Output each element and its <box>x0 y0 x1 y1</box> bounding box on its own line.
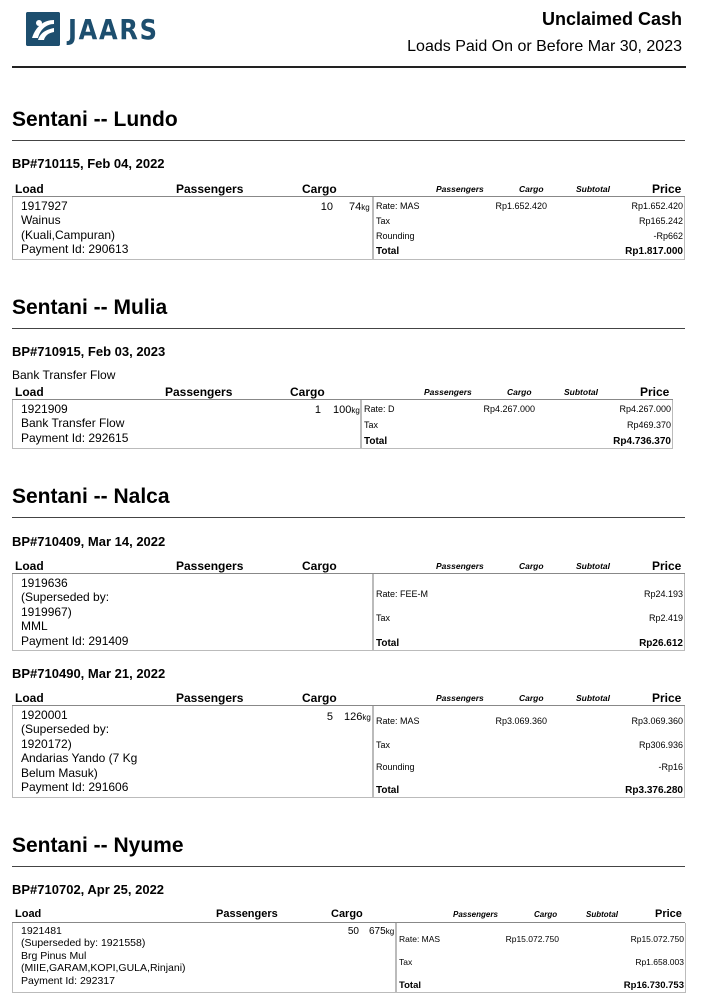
price-row <box>373 589 685 603</box>
total-row <box>373 638 685 652</box>
row-price: Rp1.658.003 <box>635 957 684 967</box>
row-label: Rate: MAS <box>376 716 420 726</box>
cargo-weight: 74kg <box>349 201 370 213</box>
col-cargo: Cargo <box>302 691 337 705</box>
jaars-logo <box>26 12 173 46</box>
col-subtotal-small: Subtotal <box>564 387 598 397</box>
price-row <box>373 740 685 754</box>
price-row <box>361 420 673 434</box>
row-label: Rate: FEE-M <box>376 589 429 599</box>
row-subtotal: Rp1.652.420 <box>495 201 547 211</box>
price-row <box>396 934 686 948</box>
row-price: Rp2.419 <box>648 613 683 623</box>
col-price: Price <box>640 385 670 399</box>
load-line: 1919636 <box>21 576 68 590</box>
load-line: Payment Id: 292615 <box>21 430 129 445</box>
cargo-weight: 675kg <box>369 926 395 937</box>
row-label: Rate: D <box>364 404 395 414</box>
load-line: Wainus <box>21 213 61 228</box>
section-title: Sentani -- Lundo <box>12 108 685 141</box>
row-price: -Rp662 <box>653 231 683 241</box>
bp-number: BP#710409, <box>12 534 85 549</box>
payment-date: Apr 25, 2022 <box>87 882 165 897</box>
col-subtotal-small: Subtotal <box>586 910 618 919</box>
load-line: Payment Id: 292317 <box>21 974 115 987</box>
passenger-count: 50 <box>347 926 359 937</box>
row-label: Tax <box>364 420 379 430</box>
load-line: 1917927 <box>21 199 68 213</box>
price-row <box>373 201 685 215</box>
total-label: Total <box>376 638 400 649</box>
total-price: Rp26.612 <box>639 638 683 649</box>
jaars-logo-icon <box>26 12 60 46</box>
col-passengers-small: Passengers <box>436 561 484 571</box>
payment-note: Bank Transfer Flow <box>12 368 116 382</box>
total-row <box>373 246 685 260</box>
col-passengers: Passengers <box>176 691 244 705</box>
bp-number: BP#710915, <box>12 344 85 359</box>
price-row <box>373 762 685 776</box>
payment-title <box>12 534 165 549</box>
total-price: Rp16.730.753 <box>623 980 684 991</box>
row-price: Rp165.242 <box>638 216 683 226</box>
payment-title <box>12 344 165 359</box>
load-line: 1919967) <box>21 604 72 619</box>
col-load: Load <box>15 559 44 573</box>
load-line: Brg Pinus Mul <box>21 949 87 962</box>
total-label: Total <box>376 246 400 257</box>
passenger-count: 1 <box>314 404 321 416</box>
total-row <box>361 436 673 450</box>
load-cell <box>12 197 373 260</box>
col-subtotal-small: Subtotal <box>576 184 610 194</box>
col-load: Load <box>15 182 44 196</box>
load-cell <box>12 923 396 993</box>
total-label: Total <box>376 785 400 796</box>
load-line: (Superseded by: <box>21 722 110 737</box>
col-load: Load <box>15 385 44 399</box>
row-price: Rp4.267.000 <box>619 404 671 414</box>
load-cell <box>12 574 373 651</box>
col-cargo: Cargo <box>302 182 337 196</box>
col-subtotal-small: Subtotal <box>576 561 610 571</box>
row-label: Tax <box>376 613 391 623</box>
report-title: Unclaimed Cash <box>541 9 682 29</box>
payment-date: Mar 14, 2022 <box>87 534 166 549</box>
col-cargo-small: Cargo <box>519 184 544 194</box>
payment-date: Feb 03, 2023 <box>87 344 166 359</box>
load-line: 1921481 <box>21 925 62 937</box>
passenger-count: 5 <box>326 711 333 723</box>
column-header-row <box>12 182 685 197</box>
cargo-weight: 100kg <box>333 404 360 416</box>
load-line: Payment Id: 290613 <box>21 242 129 257</box>
total-price: Rp1.817.000 <box>625 246 683 257</box>
passenger-count: 10 <box>320 201 333 213</box>
load-line: 1920001 <box>21 708 68 722</box>
column-header-row <box>12 691 685 706</box>
row-subtotal: Rp3.069.360 <box>495 716 547 726</box>
load-cell <box>12 706 373 798</box>
column-header-row <box>12 385 673 400</box>
load-line: MML <box>21 619 48 634</box>
col-passengers: Passengers <box>165 385 233 399</box>
row-price: Rp15.072.750 <box>630 934 684 944</box>
row-price: -Rp16 <box>658 762 683 772</box>
load-cell <box>12 400 361 449</box>
load-line: Belum Masuk) <box>21 765 98 780</box>
col-passengers: Passengers <box>176 559 244 573</box>
row-price: Rp306.936 <box>638 740 683 750</box>
total-row <box>396 980 686 994</box>
bp-number: BP#710490, <box>12 666 85 681</box>
col-cargo-small: Cargo <box>507 387 532 397</box>
load-line: (MIIE,GARAM,KOPI,GULA,Rinjani) <box>21 962 186 975</box>
col-price: Price <box>652 182 682 196</box>
payment-title <box>12 882 164 897</box>
price-row <box>373 231 685 245</box>
load-line: 1921909 <box>21 402 68 416</box>
col-cargo: Cargo <box>331 908 363 920</box>
row-price: Rp24.193 <box>643 589 683 599</box>
row-label: Tax <box>376 740 391 750</box>
col-load: Load <box>15 908 42 920</box>
bp-number: BP#710115, <box>12 156 84 171</box>
payment-date: Mar 21, 2022 <box>87 666 166 681</box>
price-row <box>373 716 685 730</box>
load-line: 1920172) <box>21 736 72 751</box>
load-line: Payment Id: 291606 <box>21 780 129 795</box>
section-title: Sentani -- Nyume <box>12 834 685 867</box>
total-price: Rp4.736.370 <box>613 436 671 447</box>
bp-number: BP#710702, <box>12 882 85 897</box>
price-row <box>373 216 685 230</box>
row-price: Rp3.069.360 <box>631 716 683 726</box>
row-label: Tax <box>376 216 391 226</box>
load-line: Bank Transfer Flow <box>21 416 125 431</box>
row-label: Rounding <box>376 762 415 772</box>
col-cargo-small: Cargo <box>519 693 544 703</box>
col-passengers: Passengers <box>216 908 278 920</box>
price-row <box>396 957 686 971</box>
load-line: Andarias Yando (7 Kg <box>21 751 138 766</box>
logo-text: JAARS <box>68 12 159 46</box>
col-subtotal-small: Subtotal <box>576 693 610 703</box>
total-label: Total <box>399 980 421 991</box>
payment-date: Feb 04, 2022 <box>87 156 165 171</box>
payment-title <box>12 156 165 171</box>
load-line: (Kuali,Campuran) <box>21 227 116 242</box>
load-line: (Superseded by: 1921558) <box>21 937 146 950</box>
col-cargo-small: Cargo <box>534 910 558 919</box>
column-header-row <box>12 559 685 574</box>
row-label: Rounding <box>376 231 415 241</box>
total-price: Rp3.376.280 <box>625 785 683 796</box>
row-price: Rp469.370 <box>626 420 671 430</box>
price-row <box>361 404 673 418</box>
load-line: (Superseded by: <box>21 590 110 605</box>
section-title: Sentani -- Nalca <box>12 485 685 518</box>
section-title: Sentani -- Mulia <box>12 296 685 329</box>
cargo-weight: 126kg <box>344 711 371 723</box>
load-line: Payment Id: 291409 <box>21 633 129 648</box>
col-passengers-small: Passengers <box>436 184 484 194</box>
col-passengers: Passengers <box>176 182 244 196</box>
col-load: Load <box>15 691 44 705</box>
col-passengers-small: Passengers <box>436 693 484 703</box>
col-price: Price <box>652 691 682 705</box>
col-passengers-small: Passengers <box>453 910 498 919</box>
row-label: Rate: MAS <box>376 201 420 211</box>
row-label: Rate: MAS <box>399 934 441 944</box>
total-row <box>373 785 685 799</box>
report-subtitle: Loads Paid On or Before Mar 30, 2023 <box>407 38 682 55</box>
row-label: Tax <box>399 957 413 967</box>
total-label: Total <box>364 436 388 447</box>
col-price: Price <box>655 908 682 920</box>
report-header <box>12 0 686 68</box>
row-subtotal: Rp15.072.750 <box>505 934 559 944</box>
col-price: Price <box>652 559 682 573</box>
col-passengers-small: Passengers <box>424 387 472 397</box>
column-header-row <box>12 908 685 923</box>
price-row <box>373 613 685 627</box>
col-cargo: Cargo <box>302 559 337 573</box>
col-cargo-small: Cargo <box>519 561 544 571</box>
col-cargo: Cargo <box>290 385 325 399</box>
row-subtotal: Rp4.267.000 <box>483 404 535 414</box>
payment-title <box>12 666 165 681</box>
row-price: Rp1.652.420 <box>631 201 683 211</box>
